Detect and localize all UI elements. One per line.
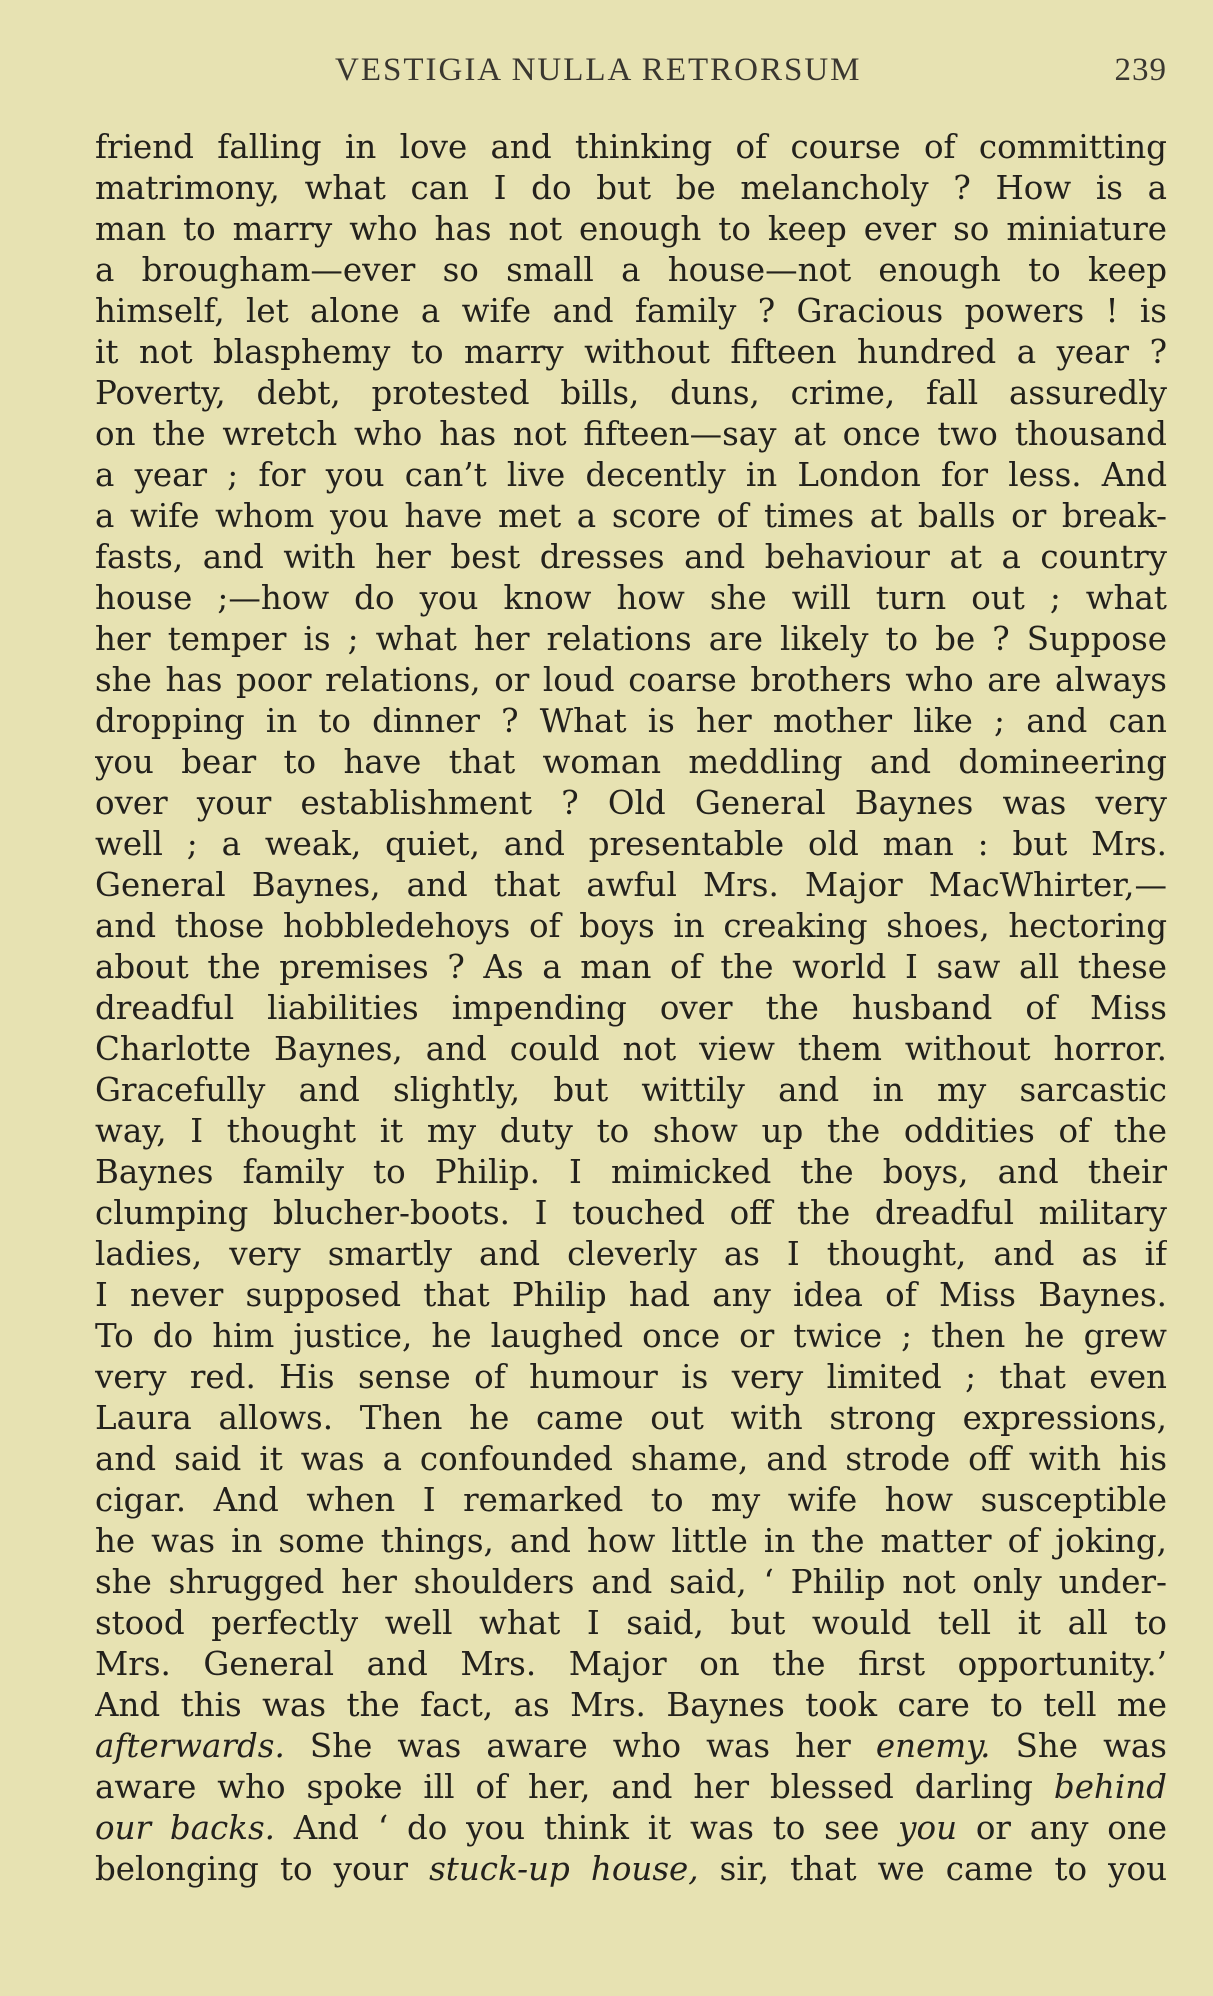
text-line: To do him justice, he laughed once or twice ; then he grew: [95, 1317, 1167, 1355]
text-line: well ; a weak, quiet, and presentable old man : but Mrs.: [95, 825, 1167, 863]
text-line: cigar. And when I remarked to my wife how susceptible: [95, 1481, 1167, 1519]
text-line: over your establishment ? Old General Baynes was very: [95, 784, 1167, 822]
text-line: you bear to have that woman meddling and domineering: [95, 743, 1167, 781]
text-segment: And ‘ do you think it was to see: [274, 1809, 899, 1847]
text-line: and those hobbledehoys of boys in creaking shoes, hectoring: [95, 907, 1167, 945]
text-line: on the wretch who has not fifteen—say at once two thousand: [95, 415, 1167, 453]
italic-text: enemy.: [875, 1727, 991, 1765]
text-segment: She was aware who was her: [284, 1727, 876, 1765]
text-line: himself, let alone a wife and family ? Gracious powers ! is: [95, 292, 1167, 330]
running-head: [95, 52, 1167, 102]
text-line: dropping in to dinner ? What is her mother like ; and can: [95, 702, 1167, 740]
text-line: fasts, and with her best dresses and behaviour at a country: [95, 538, 1167, 576]
text-line: matrimony, what can I do but be melancholy ? How is a: [95, 169, 1167, 207]
text-line: man to marry who has not enough to keep ever so miniature: [95, 210, 1167, 248]
text-line: her temper is ; what her relations are likely to be ? Suppose: [95, 620, 1167, 658]
text-line: a brougham—ever so small a house—not enough to keep: [95, 251, 1167, 289]
text-line: I never supposed that Philip had any idea of Miss Baynes.: [95, 1276, 1167, 1314]
text-line: Gracefully and slightly, but wittily and in my sarcastic: [95, 1071, 1167, 1109]
text-line: [95, 1849, 1167, 1890]
text-line: Charlotte Baynes, and could not view them without horror.: [95, 1030, 1167, 1068]
text-line: [95, 1726, 1167, 1767]
text-line: dreadful liabilities impending over the husband of Miss: [95, 989, 1167, 1027]
text-line: Poverty, debt, protested bills, duns, crime, fall assuredly: [95, 374, 1167, 412]
text-segment: aware who spoke ill of her, and her blessed darling: [95, 1768, 1054, 1806]
body-text: [95, 127, 1167, 1890]
running-title: VESTIGIA NULLA RETRORSUM: [335, 52, 862, 88]
text-line: clumping blucher-boots. I touched off the dreadful military: [95, 1194, 1167, 1232]
text-line: very red. His sense of humour is very limited ; that even: [95, 1358, 1167, 1396]
text-line: it not blasphemy to marry without fifteen hundred a year ?: [95, 333, 1167, 371]
text-line: he was in some things, and how little in the matter of joking,: [95, 1522, 1167, 1560]
text-line: [95, 1767, 1167, 1808]
text-line: friend falling in love and thinking of course of committing: [95, 128, 1167, 166]
text-line: stood perfectly well what I said, but would tell it all to: [95, 1604, 1167, 1642]
italic-text: behind: [1053, 1768, 1167, 1806]
italic-text: stuck-up house,: [429, 1850, 699, 1888]
text-segment: belonging to your: [95, 1850, 430, 1888]
text-line: a wife whom you have met a score of times at balls or break-: [95, 497, 1167, 535]
text-segment: sir, that we came to you: [698, 1850, 1167, 1888]
italic-text: you: [898, 1809, 957, 1847]
italic-text: our backs.: [95, 1809, 275, 1847]
page-number: 239: [1114, 52, 1167, 88]
text-line: way, I thought it my duty to show up the oddities of the: [95, 1112, 1167, 1150]
text-line: And this was the fact, as Mrs. Baynes took care to tell me: [95, 1686, 1167, 1724]
text-segment: or any one: [957, 1809, 1167, 1847]
text-line: Mrs. General and Mrs. Major on the first opportunity.’: [95, 1645, 1167, 1683]
italic-text: afterwards.: [95, 1727, 285, 1765]
text-segment: She was: [990, 1727, 1167, 1765]
text-line: she has poor relations, or loud coarse brothers who are always: [95, 661, 1167, 699]
text-line: and said it was a confounded shame, and strode off with his: [95, 1440, 1167, 1478]
text-line: Baynes family to Philip. I mimicked the boys, and their: [95, 1153, 1167, 1191]
text-line: [95, 1808, 1167, 1849]
text-line: house ;—how do you know how she will turn out ; what: [95, 579, 1167, 617]
text-line: about the premises ? As a man of the world I saw all these: [95, 948, 1167, 986]
text-line: General Baynes, and that awful Mrs. Major MacWhirter,—: [95, 866, 1167, 904]
text-line: she shrugged her shoulders and said, ‘ Philip not only under-: [95, 1563, 1167, 1601]
text-line: Laura allows. Then he came out with strong expressions,: [95, 1399, 1167, 1437]
text-line: a year ; for you can’t live decently in London for less. And: [95, 456, 1167, 494]
text-line: ladies, very smartly and cleverly as I thought, and as if: [95, 1235, 1167, 1273]
